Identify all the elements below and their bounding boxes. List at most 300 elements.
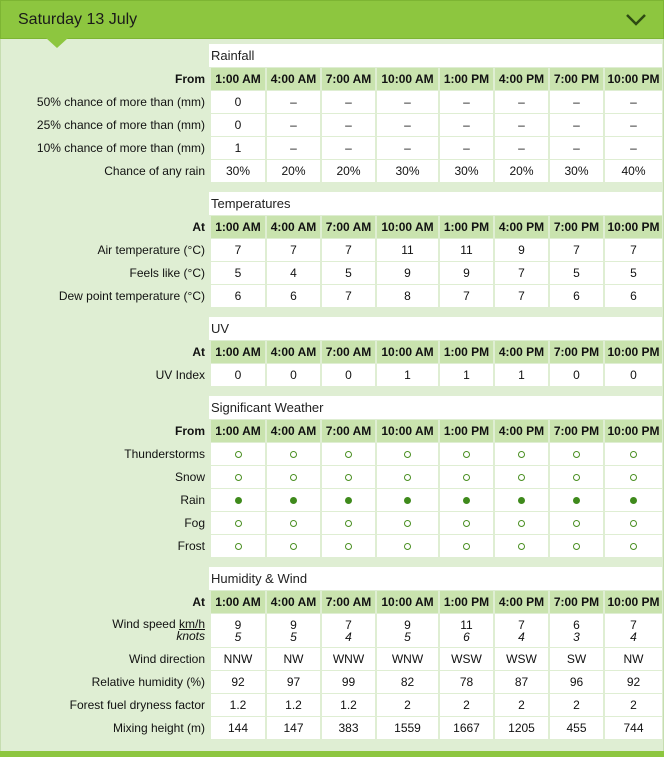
empty-circle-icon — [518, 520, 525, 527]
weather-cell — [548, 511, 603, 534]
significant-weather-title: Significant Weather — [209, 396, 662, 419]
time-header-cell: 7:00 AM — [320, 215, 375, 238]
temperatures-title: Temperatures — [209, 192, 662, 215]
table-row — [0, 261, 662, 284]
empty-circle-icon — [463, 543, 470, 550]
value-cell: 92 — [603, 670, 662, 693]
value-cell: 11 — [438, 238, 493, 261]
filled-circle-icon — [290, 497, 297, 504]
empty-circle-icon — [290, 543, 297, 550]
value-cell: – — [320, 113, 375, 136]
empty-circle-icon — [404, 543, 411, 550]
value-cell: 1.2 — [209, 693, 265, 716]
empty-circle-icon — [235, 474, 242, 481]
weather-cell — [493, 511, 548, 534]
time-header-cell: 4:00 AM — [265, 340, 320, 363]
time-header-cell: 7:00 AM — [320, 419, 375, 442]
value-cell: 30% — [209, 159, 265, 182]
weather-cell — [493, 442, 548, 465]
wind-speed-cell — [375, 613, 438, 647]
weather-cell — [603, 511, 662, 534]
value-cell: 0 — [603, 363, 662, 386]
value-cell: – — [548, 113, 603, 136]
value-cell: 20% — [493, 159, 548, 182]
value-cell: 5 — [209, 261, 265, 284]
weather-cell — [603, 488, 662, 511]
row-label: Wind direction — [128, 651, 205, 666]
weather-cell — [320, 465, 375, 488]
header-label: At — [192, 594, 205, 609]
row-label: 50% chance of more than (mm) — [36, 94, 205, 109]
weather-cell — [603, 534, 662, 557]
time-header-cell: 1:00 AM — [209, 590, 265, 613]
value-cell: 9 — [493, 238, 548, 261]
time-header-cell: 4:00 PM — [493, 340, 548, 363]
table-row — [0, 488, 662, 511]
row-label: Relative humidity (%) — [91, 674, 205, 689]
weather-cell — [375, 465, 438, 488]
value-cell: – — [320, 90, 375, 113]
day-title: Saturday 13 July — [18, 11, 138, 28]
table-row — [0, 534, 662, 557]
time-header-cell: 4:00 AM — [265, 67, 320, 90]
empty-circle-icon — [518, 474, 525, 481]
time-header-cell: 7:00 PM — [548, 67, 603, 90]
weather-cell — [375, 534, 438, 557]
table-row — [0, 511, 662, 534]
uv-table — [0, 340, 662, 386]
time-header-cell: 10:00 AM — [375, 67, 438, 90]
wind-speed-cell — [548, 613, 603, 647]
value-cell: – — [438, 136, 493, 159]
empty-circle-icon — [404, 474, 411, 481]
empty-circle-icon — [463, 474, 470, 481]
empty-circle-icon — [573, 451, 580, 458]
value-cell: NNW — [209, 647, 265, 670]
row-label: Feels like (°C) — [129, 265, 205, 280]
weather-cell — [438, 488, 493, 511]
weather-cell — [209, 511, 265, 534]
time-header-cell: 1:00 PM — [438, 215, 493, 238]
value-cell: 0 — [548, 363, 603, 386]
value-cell: 7 — [209, 238, 265, 261]
value-cell: 6 — [209, 284, 265, 307]
filled-circle-icon — [573, 497, 580, 504]
value-cell: 1.2 — [320, 693, 375, 716]
table-row — [0, 670, 662, 693]
value-cell: 9 — [438, 261, 493, 284]
temperatures-table — [0, 215, 662, 307]
value-cell: 6 — [265, 284, 320, 307]
wind-speed-cell — [320, 613, 375, 647]
empty-circle-icon — [518, 543, 525, 550]
table-row — [0, 465, 662, 488]
weather-cell — [548, 465, 603, 488]
header-pointer — [46, 38, 68, 48]
value-cell: 8 — [375, 284, 438, 307]
empty-circle-icon — [573, 543, 580, 550]
kmh-unit-label: km/h — [178, 617, 205, 631]
value-cell: 144 — [209, 716, 265, 739]
wind-speed-label — [0, 613, 209, 647]
empty-circle-icon — [404, 451, 411, 458]
value-cell: – — [265, 113, 320, 136]
value-cell: 2 — [438, 693, 493, 716]
value-cell: 1205 — [493, 716, 548, 739]
wind-speed-kmh: 9 — [290, 617, 297, 632]
row-label: Air temperature (°C) — [97, 242, 205, 257]
value-cell: 78 — [438, 670, 493, 693]
weather-cell — [320, 511, 375, 534]
row-label: Rain — [180, 492, 205, 507]
wind-speed-kmh: 9 — [234, 617, 242, 632]
value-cell: 744 — [603, 716, 662, 739]
time-header-cell: 7:00 PM — [548, 215, 603, 238]
weather-cell — [548, 442, 603, 465]
value-cell: 1 — [438, 363, 493, 386]
table-row — [0, 90, 662, 113]
time-header-cell: 1:00 PM — [438, 590, 493, 613]
value-cell: 7 — [603, 238, 662, 261]
empty-circle-icon — [404, 520, 411, 527]
weather-cell — [265, 442, 320, 465]
value-cell: WNW — [320, 647, 375, 670]
value-cell: 7 — [320, 238, 375, 261]
value-cell: – — [603, 136, 662, 159]
value-cell: 5 — [548, 261, 603, 284]
time-header-cell: 7:00 AM — [320, 67, 375, 90]
time-header-cell: 10:00 PM — [603, 215, 662, 238]
value-cell: – — [320, 136, 375, 159]
time-header-cell: 10:00 AM — [375, 590, 438, 613]
rainfall-title: Rainfall — [209, 44, 662, 67]
value-cell: 30% — [438, 159, 493, 182]
value-cell: 11 — [375, 238, 438, 261]
row-label: UV Index — [155, 367, 205, 382]
weather-cell — [375, 442, 438, 465]
weather-cell — [320, 442, 375, 465]
time-header-cell: 1:00 PM — [438, 67, 493, 90]
time-header-cell: 7:00 PM — [548, 590, 603, 613]
weather-cell — [603, 442, 662, 465]
value-cell: NW — [603, 647, 662, 670]
table-row — [0, 159, 662, 182]
value-cell: WNW — [375, 647, 438, 670]
time-header-cell: 10:00 AM — [375, 340, 438, 363]
table-row — [0, 238, 662, 261]
weather-cell — [209, 442, 265, 465]
row-label: 25% chance of more than (mm) — [36, 117, 205, 132]
time-header-cell: 4:00 PM — [493, 590, 548, 613]
value-cell: 0 — [209, 90, 265, 113]
humidity-wind-title: Humidity & Wind — [209, 567, 662, 590]
filled-circle-icon — [630, 497, 637, 504]
value-cell: – — [603, 113, 662, 136]
empty-circle-icon — [630, 520, 637, 527]
value-cell: 40% — [603, 159, 662, 182]
time-header-cell: 1:00 PM — [438, 340, 493, 363]
wind-speed-cell — [603, 613, 662, 647]
time-header-cell: 4:00 PM — [493, 67, 548, 90]
value-cell: 1 — [493, 363, 548, 386]
weather-cell — [438, 465, 493, 488]
value-cell: 30% — [548, 159, 603, 182]
header-label: At — [192, 219, 205, 234]
value-cell: 4 — [265, 261, 320, 284]
row-label: Dew point temperature (°C) — [58, 288, 205, 303]
weather-cell — [265, 511, 320, 534]
value-cell: NW — [265, 647, 320, 670]
time-header-row — [0, 215, 662, 238]
header-label: From — [175, 71, 205, 86]
value-cell: 6 — [603, 284, 662, 307]
wind-speed-cell — [493, 613, 548, 647]
value-cell: 7 — [265, 238, 320, 261]
empty-circle-icon — [463, 520, 470, 527]
row-label: Fog — [184, 515, 205, 530]
value-cell: – — [548, 90, 603, 113]
value-cell: – — [493, 113, 548, 136]
value-cell: – — [375, 113, 438, 136]
wind-speed-knots: 3 — [573, 629, 580, 644]
time-header-cell: 10:00 PM — [603, 340, 662, 363]
weather-cell — [320, 534, 375, 557]
wind-speed-kmh: 9 — [404, 617, 411, 632]
time-header-cell: 4:00 AM — [265, 590, 320, 613]
row-label: Snow — [174, 469, 205, 484]
table-row — [0, 136, 662, 159]
wind-speed-kmh: 7 — [630, 617, 637, 632]
empty-circle-icon — [630, 543, 637, 550]
row-label: Frost — [177, 538, 205, 553]
wind-speed-knots: 5 — [234, 629, 242, 644]
wind-speed-knots: 4 — [518, 629, 525, 644]
value-cell: – — [438, 113, 493, 136]
time-header-cell: 1:00 AM — [209, 419, 265, 442]
value-cell: 2 — [375, 693, 438, 716]
day-header[interactable] — [0, 0, 664, 39]
weather-cell — [438, 511, 493, 534]
empty-circle-icon — [345, 451, 352, 458]
wind-speed-kmh: 7 — [345, 617, 352, 632]
filled-circle-icon — [518, 497, 525, 504]
wind-speed-cell — [209, 613, 265, 647]
row-label: Forest fuel dryness factor — [69, 697, 205, 712]
wind-speed-kmh: 11 — [460, 617, 473, 632]
row-label: Mixing height (m) — [112, 720, 205, 735]
empty-circle-icon — [235, 520, 242, 527]
value-cell: 92 — [209, 670, 265, 693]
empty-circle-icon — [345, 543, 352, 550]
weather-cell — [375, 511, 438, 534]
weather-cell — [548, 534, 603, 557]
value-cell: 7 — [438, 284, 493, 307]
value-cell: SW — [548, 647, 603, 670]
time-header-cell: 10:00 AM — [375, 419, 438, 442]
table-row — [0, 284, 662, 307]
value-cell: – — [375, 136, 438, 159]
value-cell: 5 — [320, 261, 375, 284]
value-cell: 0 — [209, 363, 265, 386]
value-cell: 7 — [493, 261, 548, 284]
value-cell: 87 — [493, 670, 548, 693]
row-label: Thunderstorms — [124, 446, 205, 461]
value-cell: 82 — [375, 670, 438, 693]
humidity-wind-table — [0, 590, 662, 739]
empty-circle-icon — [573, 520, 580, 527]
weather-cell — [548, 488, 603, 511]
time-header-cell: 4:00 PM — [493, 419, 548, 442]
time-header-row — [0, 67, 662, 90]
table-row — [0, 442, 662, 465]
wind-speed-prefix: Wind speed — [112, 617, 176, 631]
value-cell: 6 — [548, 284, 603, 307]
table-row — [0, 363, 662, 386]
rainfall-table — [0, 67, 662, 182]
time-header-cell: 7:00 PM — [548, 419, 603, 442]
empty-circle-icon — [290, 520, 297, 527]
value-cell: – — [265, 90, 320, 113]
filled-circle-icon — [345, 497, 352, 504]
table-row — [0, 113, 662, 136]
time-header-cell: 4:00 AM — [265, 215, 320, 238]
time-header-cell: 1:00 AM — [209, 215, 265, 238]
value-cell: 0 — [320, 363, 375, 386]
weather-cell — [493, 488, 548, 511]
empty-circle-icon — [235, 543, 242, 550]
value-cell: 20% — [320, 159, 375, 182]
wind-speed-knots: 5 — [404, 629, 411, 644]
wind-speed-knots: 4 — [345, 629, 352, 644]
empty-circle-icon — [630, 474, 637, 481]
time-header-cell: 10:00 PM — [603, 419, 662, 442]
table-row — [0, 716, 662, 739]
header-label: At — [192, 344, 205, 359]
empty-circle-icon — [290, 451, 297, 458]
time-header-cell: 10:00 PM — [603, 590, 662, 613]
value-cell: 20% — [265, 159, 320, 182]
value-cell: 1 — [375, 363, 438, 386]
value-cell: 96 — [548, 670, 603, 693]
value-cell: 9 — [375, 261, 438, 284]
value-cell: 7 — [548, 238, 603, 261]
weather-cell — [209, 488, 265, 511]
value-cell: – — [265, 136, 320, 159]
empty-circle-icon — [573, 474, 580, 481]
value-cell: 5 — [603, 261, 662, 284]
header-label: From — [175, 423, 205, 438]
value-cell: 1.2 — [265, 693, 320, 716]
weather-cell — [209, 465, 265, 488]
value-cell: WSW — [493, 647, 548, 670]
empty-circle-icon — [290, 474, 297, 481]
value-cell: 7 — [320, 284, 375, 307]
value-cell: – — [493, 90, 548, 113]
empty-circle-icon — [345, 520, 352, 527]
weather-cell — [375, 488, 438, 511]
filled-circle-icon — [404, 497, 411, 504]
value-cell: 147 — [265, 716, 320, 739]
time-header-cell: 4:00 PM — [493, 215, 548, 238]
value-cell: – — [548, 136, 603, 159]
weather-cell — [265, 465, 320, 488]
time-header-cell: 10:00 PM — [603, 67, 662, 90]
row-label: 10% chance of more than (mm) — [36, 140, 205, 155]
value-cell: – — [438, 90, 493, 113]
weather-cell — [603, 465, 662, 488]
empty-circle-icon — [630, 451, 637, 458]
value-cell: 0 — [209, 113, 265, 136]
time-header-cell: 7:00 AM — [320, 590, 375, 613]
empty-circle-icon — [345, 474, 352, 481]
value-cell: WSW — [438, 647, 493, 670]
value-cell: 1559 — [375, 716, 438, 739]
time-header-cell: 1:00 AM — [209, 67, 265, 90]
table-row — [0, 693, 662, 716]
value-cell: 2 — [493, 693, 548, 716]
value-cell: 2 — [548, 693, 603, 716]
time-header-cell: 7:00 PM — [548, 340, 603, 363]
filled-circle-icon — [235, 497, 242, 504]
wind-speed-knots: 4 — [630, 629, 637, 644]
weather-cell — [438, 442, 493, 465]
value-cell: 455 — [548, 716, 603, 739]
wind-speed-cell — [438, 613, 493, 647]
value-cell: – — [603, 90, 662, 113]
row-label: Chance of any rain — [104, 163, 205, 178]
value-cell: 30% — [375, 159, 438, 182]
wind-speed-cell — [265, 613, 320, 647]
weather-cell — [438, 534, 493, 557]
empty-circle-icon — [463, 451, 470, 458]
time-header-row — [0, 590, 662, 613]
time-header-cell: 4:00 AM — [265, 419, 320, 442]
value-cell: – — [493, 136, 548, 159]
value-cell: – — [375, 90, 438, 113]
knots-unit-label: knots — [176, 629, 205, 643]
uv-title: UV — [209, 317, 662, 340]
significant-weather-table — [0, 419, 662, 557]
time-header-cell: 1:00 PM — [438, 419, 493, 442]
weather-cell — [265, 488, 320, 511]
weather-cell — [265, 534, 320, 557]
chevron-down-icon[interactable] — [625, 12, 647, 28]
value-cell: 99 — [320, 670, 375, 693]
wind-speed-knots: 5 — [290, 629, 297, 644]
bottom-bar — [0, 751, 664, 757]
weather-cell — [320, 488, 375, 511]
empty-circle-icon — [235, 451, 242, 458]
filled-circle-icon — [463, 497, 470, 504]
wind-speed-kmh: 6 — [573, 617, 580, 632]
value-cell: 1 — [209, 136, 265, 159]
value-cell: 97 — [265, 670, 320, 693]
value-cell: 0 — [265, 363, 320, 386]
time-header-row — [0, 340, 662, 363]
wind-speed-kmh: 7 — [518, 617, 525, 632]
table-row — [0, 613, 662, 647]
weather-cell — [493, 465, 548, 488]
weather-cell — [209, 534, 265, 557]
value-cell: 2 — [603, 693, 662, 716]
weather-cell — [493, 534, 548, 557]
time-header-cell: 10:00 AM — [375, 215, 438, 238]
value-cell: 383 — [320, 716, 375, 739]
value-cell: 7 — [493, 284, 548, 307]
value-cell: 1667 — [438, 716, 493, 739]
table-row — [0, 647, 662, 670]
time-header-cell: 1:00 AM — [209, 340, 265, 363]
